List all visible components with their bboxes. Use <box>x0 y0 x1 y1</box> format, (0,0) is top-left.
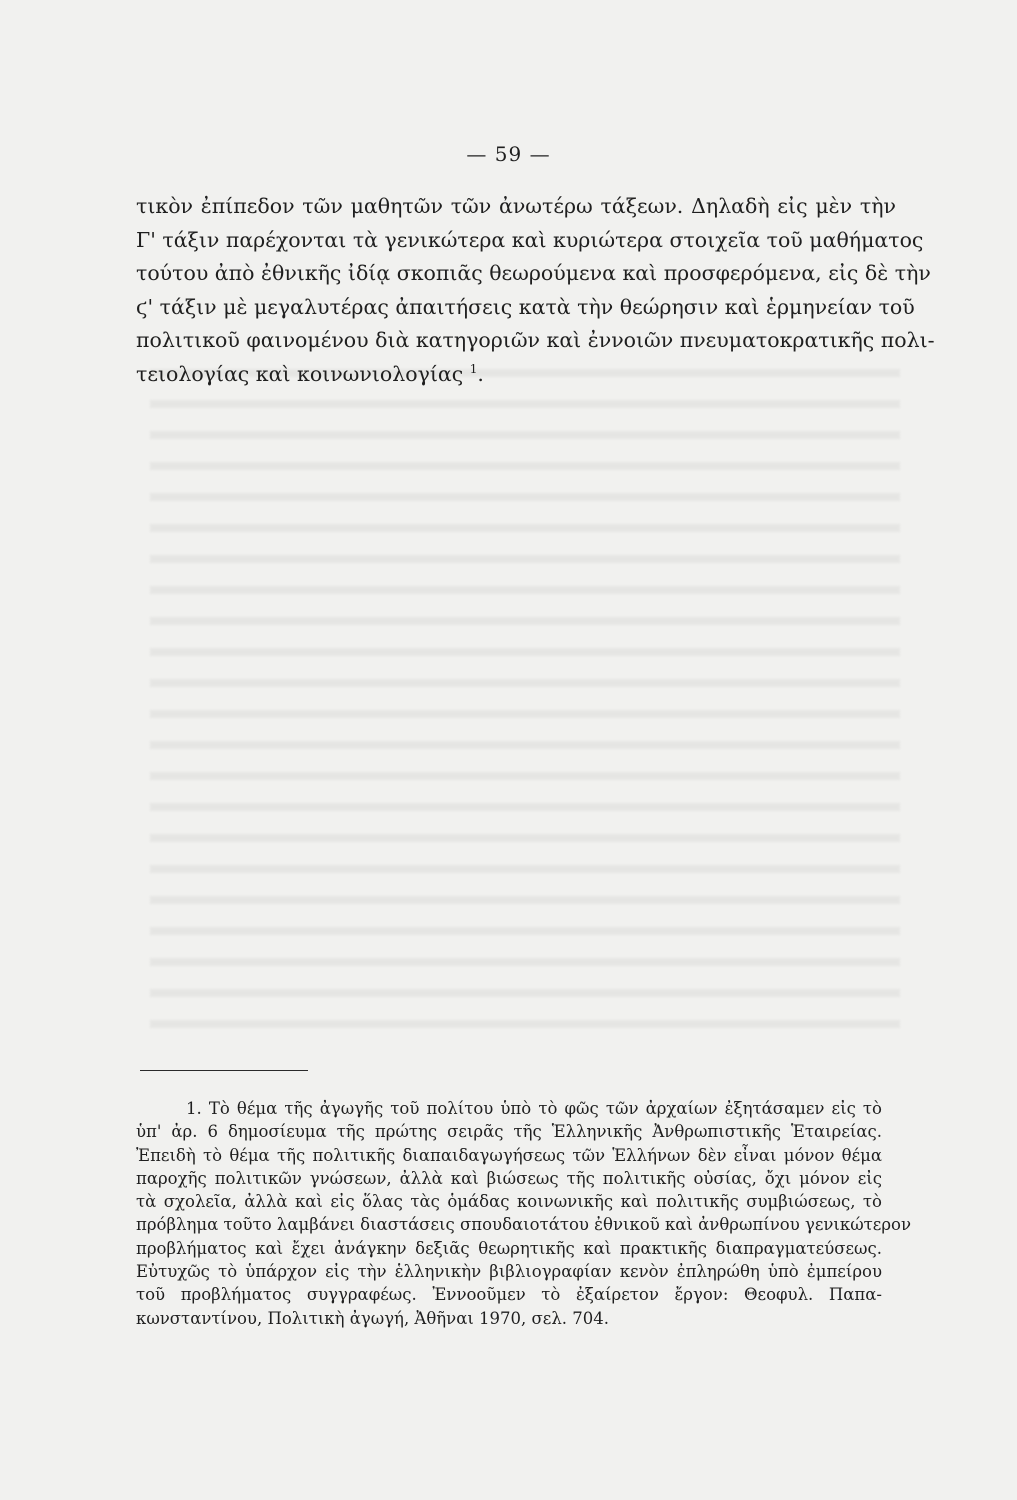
paragraph-line: Γ' τάξιν παρέχονται τὰ γενικώτερα καὶ κυριώτερα στοιχεῖα τοῦ μαθήματος <box>136 227 924 252</box>
footnote-reference: 1 <box>469 362 478 377</box>
paragraph-last-line <box>136 358 896 392</box>
paragraph-line-text: τειολογίας καὶ κοινωνιολογίας <box>136 361 464 386</box>
footnote-line: πρόβλημα τοῦτο λαμβάνει διαστάσεις σπουδαιοτάτου ἐθνικοῦ καὶ ἀνθρωπίνου γενικώτερον <box>136 1215 911 1235</box>
page-number: — 59 — <box>466 142 551 166</box>
paragraph-line: πολιτικοῦ φαινομένου διὰ κατηγοριῶν καὶ ἐννοιῶν πνευματοκρατικῆς πολι- <box>136 328 935 353</box>
footnote-line: Ἐπειδὴ τὸ θέμα τῆς πολιτικῆς διαπαιδαγωγήσεως τῶν Ἑλλήνων δὲν εἶναι μόνον θέμα <box>136 1145 882 1165</box>
footnote-line: παροχῆς πολιτικῶν γνώσεων, ἀλλὰ καὶ βιώσεως τῆς πολιτικῆς οὐσίας, ὄχι μόνον εἰς <box>136 1168 882 1188</box>
footnote-separator <box>140 1070 308 1071</box>
paragraph-line: τικὸν ἐπίπεδον τῶν μαθητῶν τῶν ἀνωτέρω τάξεων. Δηλαδὴ εἰς μὲν τὴν <box>136 194 896 218</box>
main-paragraph <box>136 190 935 392</box>
footnote-line: ὑπ' ἀρ. 6 δημοσίευμα τῆς πρώτης σειρᾶς τῆς Ἑλληνικῆς Ἀνθρωπιστικῆς Ἑταιρείας. <box>136 1122 882 1142</box>
footnote-line: κωνσταντίνου, Πολιτικὴ ἀγωγή, Ἀθῆναι 1970, σελ. 704. <box>136 1308 610 1328</box>
show-through-bleed <box>150 355 900 1045</box>
footnote-line: τὰ σχολεῖα, ἀλλὰ καὶ εἰς ὅλας τὰς ὁμάδας κοινωνικῆς καὶ πολιτικῆς συμβιώσεως, τὸ <box>136 1192 882 1212</box>
footnote-line: προβλήματος καὶ ἔχει ἀνάγκην δεξιᾶς θεωρητικῆς καὶ πρακτικῆς διαπραγματεύσεως. <box>136 1238 882 1258</box>
paragraph-end: . <box>477 361 484 386</box>
footnote-line: 1. Τὸ θέμα τῆς ἀγωγῆς τοῦ πολίτου ὑπὸ τὸ φῶς τῶν ἀρχαίων ἐξητάσαμεν εἰς τὸ <box>186 1099 882 1118</box>
footnote-line: τοῦ προβλήματος συγγραφέως. Ἐννοοῦμεν τὸ ἐξαίρετον ἔργον: Θεοφυλ. Παπα- <box>136 1285 882 1305</box>
paragraph-line: ϛ' τάξιν μὲ μεγαλυτέρας ἀπαιτήσεις κατὰ τὴν θεώρησιν καὶ ἑρμηνείαν τοῦ <box>136 294 915 319</box>
footnote-line: Εὐτυχῶς τὸ ὑπάρχον εἰς τὴν ἑλληνικὴν βιβλιογραφίαν κενὸν ἐπληρώθη ὑπὸ ἐμπείρου <box>136 1262 882 1282</box>
paragraph-line: τούτου ἀπὸ ἐθνικῆς ἰδίᾳ σκοπιᾶς θεωρούμενα καὶ προσφερόμενα, εἰς δὲ τὴν <box>136 261 931 286</box>
footnote-block <box>136 1097 911 1330</box>
